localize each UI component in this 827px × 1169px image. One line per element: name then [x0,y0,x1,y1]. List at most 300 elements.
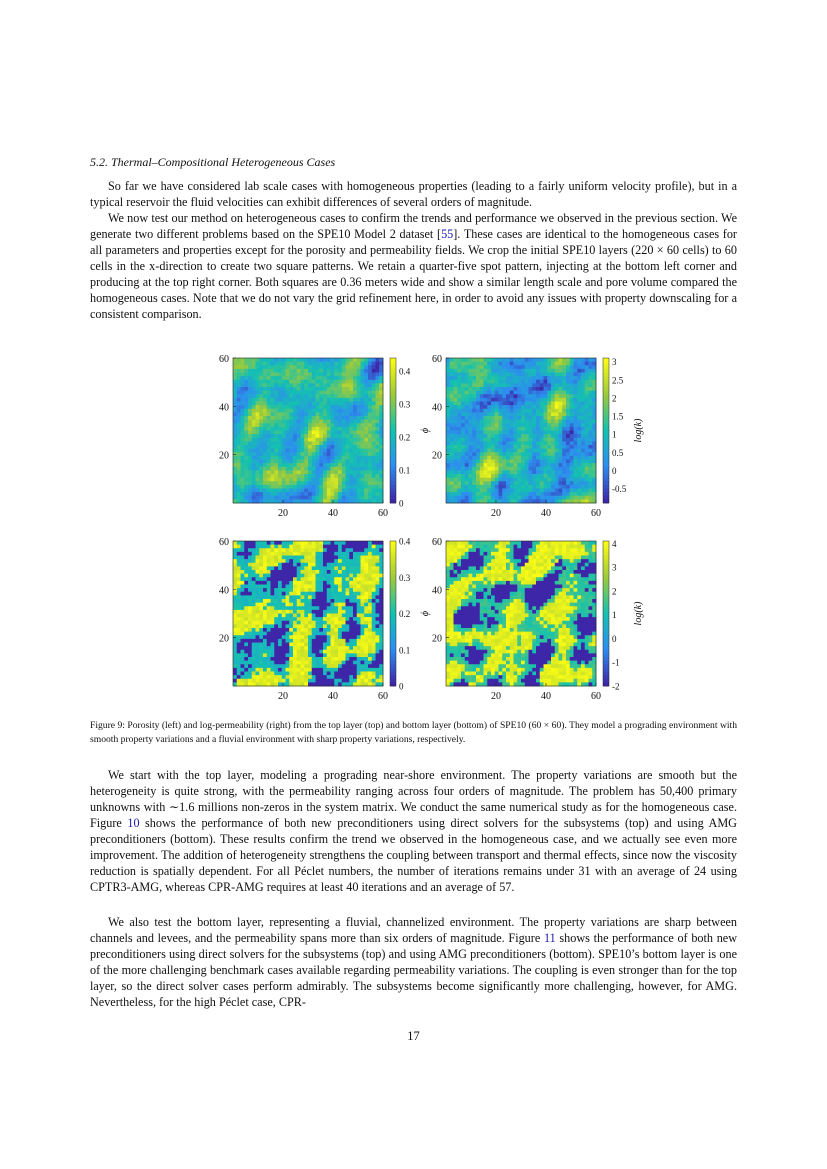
heatmap-cell [484,445,488,449]
heatmap-cell [233,679,237,683]
heatmap-cell [364,617,368,621]
heatmap-cell [259,603,263,607]
heatmap-cell [233,358,237,362]
heatmap-cell [237,478,241,482]
heatmap-cell [267,617,271,621]
heatmap-cell [491,402,495,406]
heatmap-cell [289,438,293,442]
heatmap-cell [327,394,331,398]
heatmap-cell [357,441,361,445]
heatmap-cell [263,383,267,387]
heatmap-cell [346,489,350,493]
heatmap-cell [267,653,271,657]
heatmap-cell [499,496,503,500]
colorbar-segment [390,628,396,632]
heatmap-cell [364,467,368,471]
heatmap-cell [585,474,589,478]
heatmap-cell [248,402,252,406]
heatmap-cell [476,434,480,438]
heatmap-cell [544,394,548,398]
heatmap-cell [364,496,368,500]
heatmap-cell [271,574,275,578]
heatmap-cell [267,416,271,420]
heatmap-cell [342,438,346,442]
heatmap-cell [252,675,256,679]
heatmap-cell [346,574,350,578]
heatmap-cell [301,402,305,406]
heatmap-cell [331,463,335,467]
colorbar-segment [390,358,396,362]
colorbar-tick-label: 1 [612,429,617,440]
heatmap-cell [529,467,533,471]
heatmap-cell [274,402,278,406]
heatmap-cell [461,489,465,493]
heatmap-cell [319,478,323,482]
heatmap-cell [570,470,574,474]
heatmap-cell [574,470,578,474]
heatmap-cell [502,485,506,489]
heatmap-cell [570,481,574,485]
heatmap-cell [301,624,305,628]
heatmap-cell [334,463,338,467]
heatmap-cell [521,409,525,413]
heatmap-cell [263,664,267,668]
heatmap-cell [248,394,252,398]
heatmap-cell [499,369,503,373]
heatmap-cell [376,624,380,628]
heatmap-cell [461,470,465,474]
heatmap-cell [248,398,252,402]
heatmap-cell [259,657,263,661]
heatmap-cell [282,423,286,427]
heatmap-cell [241,574,245,578]
heatmap-cell [585,387,589,391]
colorbar-segment [390,427,396,431]
heatmap-cell [263,441,267,445]
heatmap-cell [319,427,323,431]
heatmap-cell [566,445,570,449]
heatmap-cell [353,563,357,567]
heatmap-cell [353,661,357,665]
heatmap-cell [259,646,263,650]
colorbar-segment [603,380,609,384]
heatmap-cell [570,456,574,460]
heatmap-cell [514,365,518,369]
colorbar-tick-label: 0 [399,681,404,692]
heatmap-cell [487,489,491,493]
heatmap-cell [364,635,368,639]
heatmap-cell [289,624,293,628]
heatmap-cell [566,387,570,391]
heatmap-cell [364,369,368,373]
heatmap-cell [244,376,248,380]
heatmap-cell [574,467,578,471]
heatmap-cell [301,423,305,427]
heatmap-cell [551,431,555,435]
colorbar-segment [390,485,396,489]
heatmap-cell [338,463,342,467]
heatmap-cell [263,675,267,679]
heatmap-cell [338,621,342,625]
heatmap-cell [562,470,566,474]
heatmap-cell [233,398,237,402]
heatmap-cell [334,672,338,676]
heatmap-cell [357,474,361,478]
heatmap-cell [278,362,282,366]
heatmap-cell [372,496,376,500]
heatmap-cell [256,566,260,570]
heatmap-cell [349,603,353,607]
heatmap-cell [469,463,473,467]
heatmap-cell [297,423,301,427]
heatmap-cell [259,545,263,549]
heatmap-cell [256,362,260,366]
heatmap-cell [525,416,529,420]
heatmap-cell [331,621,335,625]
heatmap-cell [282,653,286,657]
heatmap-cell [589,434,593,438]
heatmap-cell [338,650,342,654]
heatmap-cell [286,672,290,676]
heatmap-cell [301,577,305,581]
heatmap-cell [278,632,282,636]
heatmap-cell [536,387,540,391]
heatmap-cell [334,358,338,362]
heatmap-cell [525,420,529,424]
heatmap-cell [585,445,589,449]
heatmap-cell [472,423,476,427]
heatmap-cell [319,492,323,496]
heatmap-cell [289,452,293,456]
heatmap-cell [361,657,365,661]
heatmap-cell [506,478,510,482]
heatmap-cell [241,362,245,366]
heatmap-cell [446,394,450,398]
heatmap-cell [263,358,267,362]
heatmap-cell [465,485,469,489]
heatmap-cell [469,489,473,493]
heatmap-cell [278,653,282,657]
heatmap-cell [259,362,263,366]
heatmap-cell [327,373,331,377]
heatmap-cell [506,365,510,369]
heatmap-cell [338,485,342,489]
heatmap-cell [457,438,461,442]
heatmap-cell [241,595,245,599]
heatmap-cell [368,657,372,661]
heatmap-cell [259,463,263,467]
heatmap-cell [510,489,514,493]
heatmap-cell [282,456,286,460]
heatmap-cell [263,420,267,424]
heatmap-cell [233,632,237,636]
heatmap-cell [252,358,256,362]
heatmap-cell [495,383,499,387]
heatmap-cell [274,423,278,427]
heatmap-cell [297,563,301,567]
heatmap-cell [319,467,323,471]
heatmap-cell [331,668,335,672]
heatmap-cell [286,358,290,362]
heatmap-cell [361,496,365,500]
heatmap-cell [289,566,293,570]
heatmap-cell [319,595,323,599]
heatmap-cell [274,496,278,500]
heatmap-cell [581,405,585,409]
colorbar-segment [390,635,396,639]
heatmap-cell [562,387,566,391]
figure-9 [0,345,827,705]
colorbar-segment [603,427,609,431]
heatmap-cell [540,463,544,467]
heatmap-cell [517,463,521,467]
heatmap-cell [278,467,282,471]
heatmap-cell [248,441,252,445]
heatmap-cell [338,661,342,665]
heatmap-cell [357,449,361,453]
heatmap-cell [233,416,237,420]
heatmap-cell [312,460,316,464]
heatmap-cell [491,387,495,391]
heatmap-cell [323,585,327,589]
heatmap-cell [252,456,256,460]
heatmap-cell [319,391,323,395]
heatmap-cell [267,628,271,632]
heatmap-cell [346,402,350,406]
heatmap-cell [559,362,563,366]
heatmap-cell [301,489,305,493]
heatmap-cell [271,541,275,545]
heatmap-cell [581,391,585,395]
heatmap-cell [368,556,372,560]
heatmap-cell [297,661,301,665]
heatmap-cell [342,566,346,570]
citation-link[interactable]: 55 [441,227,454,241]
heatmap-cell [357,548,361,552]
heatmap-cell [514,478,518,482]
heatmap-cell [297,588,301,592]
heatmap-cell [480,369,484,373]
heatmap-cell [308,373,312,377]
heatmap-cell [286,416,290,420]
heatmap-cell [521,373,525,377]
heatmap-cell [248,412,252,416]
heatmap-cell [241,556,245,560]
heatmap-cell [327,559,331,563]
heatmap-cell [271,373,275,377]
heatmap-cell [263,628,267,632]
colorbar-segment [603,489,609,493]
heatmap-cell [267,595,271,599]
heatmap-cell [547,438,551,442]
heatmap-cell [529,427,533,431]
heatmap-cell [499,463,503,467]
heatmap-cell [241,581,245,585]
heatmap-cell [334,610,338,614]
heatmap-cell [364,664,368,668]
heatmap-cell [271,438,275,442]
heatmap-cell [446,460,450,464]
heatmap-cell [372,405,376,409]
heatmap-cell [338,405,342,409]
heatmap-cell [312,585,316,589]
heatmap-cell [278,394,282,398]
heatmap-cell [334,664,338,668]
heatmap-cell [346,570,350,574]
heatmap-cell [361,358,365,362]
heatmap-cell [274,617,278,621]
heatmap-cell [566,362,570,366]
heatmap-cell [532,438,536,442]
heatmap-cell [256,621,260,625]
heatmap-cell [282,478,286,482]
heatmap-cell [510,383,514,387]
heatmap-cell [502,405,506,409]
heatmap-cell [555,434,559,438]
heatmap-cell [495,485,499,489]
heatmap-cell [233,603,237,607]
heatmap-cell [368,621,372,625]
heatmap-cell [499,467,503,471]
heatmap-cell [327,595,331,599]
heatmap-cell [316,380,320,384]
heatmap-cell [364,643,368,647]
heatmap-cell [241,653,245,657]
heatmap-cell [480,460,484,464]
heatmap-cell [241,452,245,456]
heatmap-cell [484,496,488,500]
heatmap-cell [312,621,316,625]
colorbar-segment [390,592,396,596]
heatmap-cell [532,441,536,445]
heatmap-cell [372,492,376,496]
heatmap-cell [233,387,237,391]
heatmap-cell [540,380,544,384]
heatmap-cell [241,467,245,471]
heatmap-cell [316,441,320,445]
heatmap-cell [529,496,533,500]
heatmap-cell [316,552,320,556]
heatmap-cell [585,427,589,431]
heatmap-cell [368,470,372,474]
heatmap-cell [551,438,555,442]
heatmap-cell [304,624,308,628]
heatmap-cell [484,481,488,485]
heatmap-cell [286,485,290,489]
heatmap-cell [349,566,353,570]
heatmap-cell [331,628,335,632]
heatmap-cell [282,632,286,636]
heatmap-cell [555,445,559,449]
heatmap-cell [353,438,357,442]
heatmap-cell [316,485,320,489]
heatmap-cell [446,434,450,438]
heatmap-cell [338,566,342,570]
heatmap-cell [589,387,593,391]
heatmap-cell [286,592,290,596]
heatmap-cell [342,369,346,373]
heatmap-cell [252,496,256,500]
heatmap-cell [368,635,372,639]
heatmap-cell [469,470,473,474]
heatmap-cell [267,559,271,563]
heatmap-panel-top-porosity [219,354,388,519]
heatmap-cell [334,470,338,474]
heatmap-cell [271,650,275,654]
heatmap-cell [364,405,368,409]
heatmap-cell [244,391,248,395]
heatmap-cell [472,409,476,413]
heatmap-cell [469,485,473,489]
heatmap-cell [331,441,335,445]
heatmap-cell [263,456,267,460]
heatmap-cell [532,369,536,373]
heatmap-cell [506,438,510,442]
heatmap-cell [256,449,260,453]
heatmap-cell [278,672,282,676]
heatmap-cell [308,387,312,391]
heatmap-cell [297,653,301,657]
heatmap-cell [286,460,290,464]
heatmap-cell [316,657,320,661]
heatmap-cell [267,409,271,413]
heatmap-cell [349,496,353,500]
heatmap-cell [368,456,372,460]
heatmap-cell [308,402,312,406]
heatmap-cell [331,478,335,482]
heatmap-cell [237,383,241,387]
heatmap-cell [301,672,305,676]
heatmap-cell [480,358,484,362]
heatmap-cell [319,409,323,413]
colorbar-segment [390,394,396,398]
heatmap-cell [244,434,248,438]
heatmap-cell [566,405,570,409]
heatmap-cell [293,639,297,643]
heatmap-cell [353,460,357,464]
heatmap-cell [331,675,335,679]
colorbar-segment [390,603,396,607]
heatmap-cell [316,581,320,585]
heatmap-cell [536,398,540,402]
heatmap-cell [271,552,275,556]
heatmap-cell [353,358,357,362]
heatmap-cell [271,657,275,661]
heatmap-cell [316,423,320,427]
heatmap-cell [499,358,503,362]
heatmap-cell [293,383,297,387]
heatmap-cell [357,668,361,672]
heatmap-cell [472,420,476,424]
heatmap-cell [521,470,525,474]
heatmap-cell [540,412,544,416]
heatmap-cell [278,668,282,672]
colorbar-segment [603,478,609,482]
heatmap-cell [293,672,297,676]
heatmap-cell [487,409,491,413]
heatmap-cell [372,387,376,391]
heatmap-cell [327,478,331,482]
heatmap-cell [256,441,260,445]
heatmap-cell [581,369,585,373]
colorbar-segment [603,405,609,409]
heatmap-cell [476,460,480,464]
heatmap-cell [562,489,566,493]
heatmap-cell [529,460,533,464]
heatmap-cell [301,398,305,402]
heatmap-cell [469,387,473,391]
colorbar-segment [390,610,396,614]
